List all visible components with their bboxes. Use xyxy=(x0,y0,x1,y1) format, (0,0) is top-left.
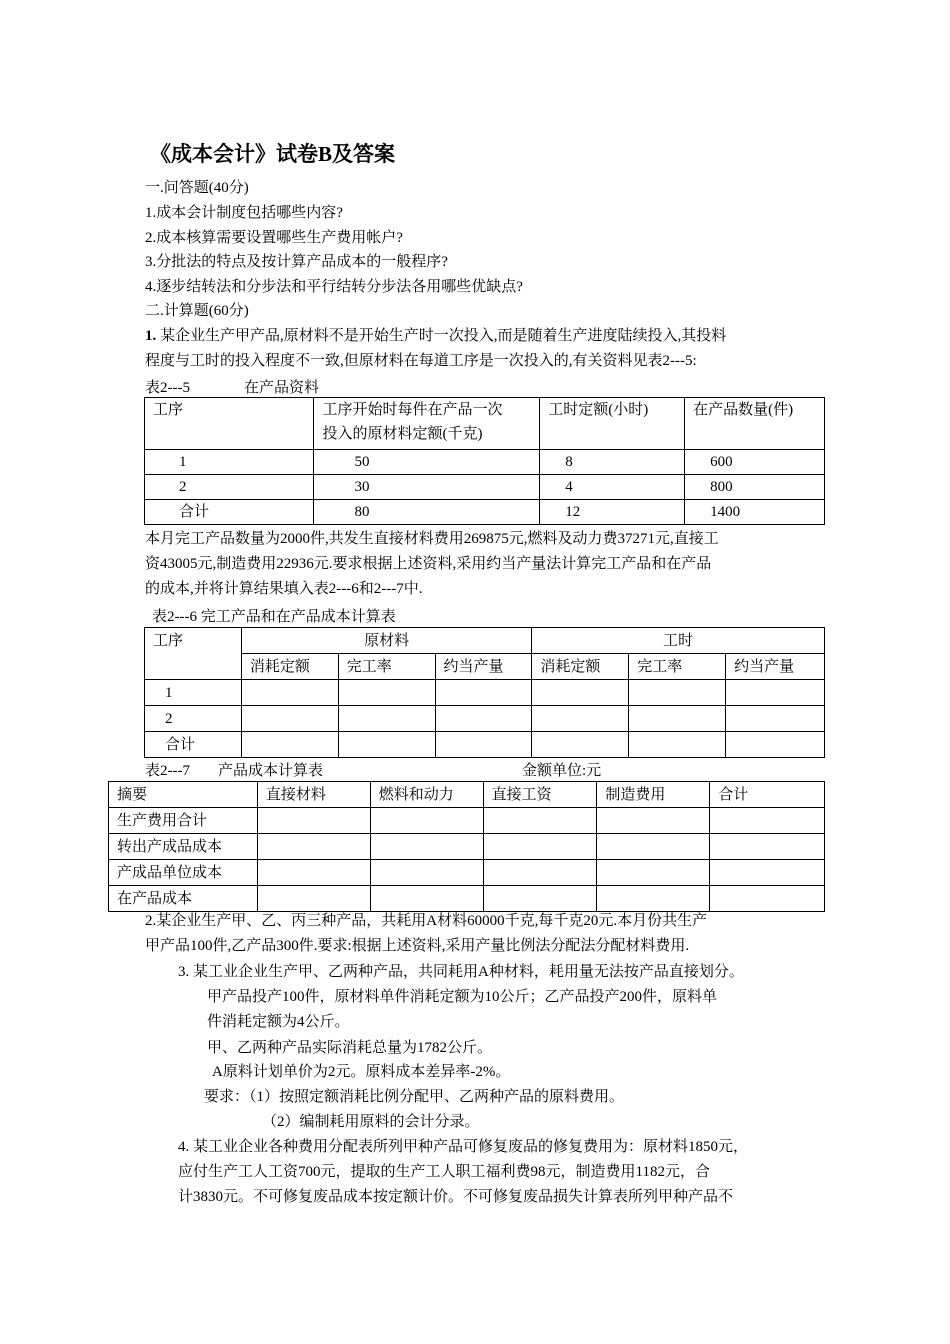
table-2-5-caption-title: 在产品资料 xyxy=(244,380,320,396)
process-cell: 合计 xyxy=(145,732,242,758)
empty-cell xyxy=(710,860,825,886)
empty-cell xyxy=(338,680,435,706)
empty-cell xyxy=(257,834,370,860)
hours-cell: 12 xyxy=(540,500,685,525)
problem-3-line-1: 3. 某工业企业生产甲、乙两种产品，共同耗用A种材料，耗用量无法按产品直接划分。 xyxy=(178,964,744,980)
problem-1-text: 某企业生产甲产品,原材料不是开始生产时一次投入,而是随着生产进度陆续投入,其投料 xyxy=(156,328,727,344)
header-hour-equivalent-units: 约当产量 xyxy=(726,654,825,680)
table-2-6-caption: 表2---6 完工产品和在产品成本计算表 xyxy=(152,609,396,625)
table-2-7-caption-number: 表2---7 xyxy=(145,763,190,779)
table-2-5-caption-number: 表2---5 xyxy=(145,380,190,396)
table-row xyxy=(145,475,825,500)
empty-cell xyxy=(257,860,370,886)
problem-4-line-1: 4. 某工业企业各种费用分配表所列甲种产品可修复废品的修复费用为：原材料1850元， xyxy=(178,1139,749,1155)
empty-cell xyxy=(710,834,825,860)
header-material-equivalent-units: 约当产量 xyxy=(435,654,532,680)
table-2-5 xyxy=(144,397,825,525)
header-hour-completion-rate: 完工率 xyxy=(629,654,726,680)
table-2-7-caption-title: 产品成本计算表 xyxy=(218,763,324,779)
quantity-cell: 600 xyxy=(685,450,825,475)
empty-cell xyxy=(726,732,825,758)
header-direct-wages: 直接工资 xyxy=(483,782,597,808)
table-2-6-sub-header-row xyxy=(145,654,825,680)
question-3: 3.分批法的特点及按计算产品成本的一般程序? xyxy=(145,254,448,270)
header-total: 合计 xyxy=(710,782,825,808)
table-row xyxy=(145,450,825,475)
problem-2-line-2: 甲产品100件,乙产品300件.要求:根据上述资料,采用产量比例法分配法分配材料费用. xyxy=(145,938,690,954)
process-cell: 合计 xyxy=(145,500,314,525)
quantity-cell: 800 xyxy=(685,475,825,500)
header-fuel-power: 燃料和动力 xyxy=(370,782,483,808)
header-material-quota xyxy=(314,398,540,450)
empty-cell xyxy=(532,706,629,732)
section2-heading: 二.计算题(60分) xyxy=(145,303,249,319)
empty-cell xyxy=(597,808,710,834)
empty-cell xyxy=(597,860,710,886)
header-work-hours: 工时 xyxy=(532,628,825,654)
table-2-7 xyxy=(108,781,825,912)
empty-cell xyxy=(483,834,597,860)
problem-1-number: 1. xyxy=(145,328,157,344)
header-material-quota: 消耗定额 xyxy=(241,654,338,680)
empty-cell xyxy=(710,808,825,834)
hours-cell: 4 xyxy=(540,475,685,500)
material-cell: 30 xyxy=(314,475,540,500)
table-2-7-unit: 金额单位:元 xyxy=(522,763,602,779)
empty-cell xyxy=(435,706,532,732)
problem-1-line-1 xyxy=(145,325,726,347)
empty-cell xyxy=(435,732,532,758)
question-2: 2.成本核算需要设置哪些生产费用帐户? xyxy=(145,230,403,246)
problem-1-line-2: 程度与工时的投入程度不一致,但原材料在每道工序是一次投入的,有关资料见表2---5: xyxy=(145,353,697,369)
empty-cell xyxy=(370,808,483,834)
empty-cell xyxy=(597,886,710,912)
page-title: 《成本会计》试卷B及答案 xyxy=(150,142,396,166)
row-label: 产成品单位成本 xyxy=(109,860,258,886)
header-manufacturing-overhead: 制造费用 xyxy=(597,782,710,808)
problem-1-after-line-3: 的成本,并将计算结果填入表2---6和2---7中. xyxy=(145,581,423,597)
empty-cell xyxy=(241,680,338,706)
row-label: 转出产成品成本 xyxy=(109,834,258,860)
process-cell: 2 xyxy=(145,475,314,500)
row-label: 生产费用合计 xyxy=(109,808,258,834)
table-row xyxy=(145,706,825,732)
problem-4-line-2: 应付生产工人工资700元，提取的生产工人职工福利费98元，制造费用1182元，合 xyxy=(178,1164,710,1180)
empty-cell xyxy=(370,860,483,886)
empty-cell xyxy=(629,706,726,732)
problem-2-line-1: 2.某企业生产甲、乙、丙三种产品，共耗用A材料60000千克,每千克20元.本月份共生产 xyxy=(145,913,708,929)
header-raw-material: 原材料 xyxy=(241,628,532,654)
table-row xyxy=(109,886,825,912)
empty-cell xyxy=(257,808,370,834)
empty-cell xyxy=(726,706,825,732)
empty-cell xyxy=(370,886,483,912)
table-2-5-header-row xyxy=(145,398,825,450)
table-row xyxy=(109,808,825,834)
header-summary: 摘要 xyxy=(109,782,258,808)
table-row xyxy=(145,500,825,525)
material-cell: 50 xyxy=(314,450,540,475)
table-row xyxy=(109,860,825,886)
material-cell: 80 xyxy=(314,500,540,525)
empty-cell xyxy=(532,680,629,706)
process-cell: 1 xyxy=(145,680,242,706)
empty-cell xyxy=(257,886,370,912)
quantity-cell: 1400 xyxy=(685,500,825,525)
header-hour-quota: 消耗定额 xyxy=(532,654,629,680)
header-direct-materials: 直接材料 xyxy=(257,782,370,808)
question-4: 4.逐步结转法和分步法和平行结转分步法各用哪些优缺点? xyxy=(145,279,523,295)
empty-cell xyxy=(710,886,825,912)
table-row xyxy=(109,834,825,860)
problem-3-line-4: 甲、乙两种产品实际消耗总量为1782公斤。 xyxy=(207,1040,493,1056)
empty-cell xyxy=(338,732,435,758)
header-wip-quantity: 在产品数量(件) xyxy=(685,398,825,450)
problem-3-line-2: 甲产品投产100件，原材料单件消耗定额为10公斤；乙产品投产200件，原料单 xyxy=(207,989,718,1005)
header-material-completion-rate: 完工率 xyxy=(338,654,435,680)
empty-cell xyxy=(629,680,726,706)
table-2-7-header-row xyxy=(109,782,825,808)
empty-cell xyxy=(532,732,629,758)
header-hour-quota: 工时定额(小时) xyxy=(540,398,685,450)
problem-1-after-line-1: 本月完工产品数量为2000件,共发生直接材料费用269875元,燃料及动力费37271元,直接工 xyxy=(145,531,719,547)
table-2-6 xyxy=(144,627,825,758)
empty-cell xyxy=(435,680,532,706)
empty-cell xyxy=(241,706,338,732)
hours-cell: 8 xyxy=(540,450,685,475)
header-material-quota-line-2: 投入的原材料定额(千克) xyxy=(322,426,483,442)
problem-3-line-5: A原料计划单价为2元。原料成本差异率-2%。 xyxy=(212,1064,511,1080)
empty-cell xyxy=(483,860,597,886)
problem-1-after-line-2: 资43005元,制造费用22936元.要求根据上述资料,采用约当产量法计算完工产品和在产品 xyxy=(145,556,712,572)
empty-cell xyxy=(338,706,435,732)
empty-cell xyxy=(726,680,825,706)
empty-cell xyxy=(370,834,483,860)
table-2-6-group-row xyxy=(145,628,825,654)
empty-cell xyxy=(483,808,597,834)
header-process: 工序 xyxy=(145,398,314,450)
empty-cell xyxy=(483,886,597,912)
problem-4-line-3: 计3830元。不可修复废品成本按定额计价。不可修复废品损失计算表所列甲种产品不 xyxy=(178,1189,734,1205)
row-label: 在产品成本 xyxy=(109,886,258,912)
problem-3-line-7: （2）编制耗用原料的会计分录。 xyxy=(262,1114,480,1130)
problem-3-line-3: 件消耗定额为4公斤。 xyxy=(207,1014,350,1030)
empty-cell xyxy=(597,834,710,860)
process-cell: 1 xyxy=(145,450,314,475)
question-1: 1.成本会计制度包括哪些内容? xyxy=(145,205,343,221)
table-row xyxy=(145,680,825,706)
header-process: 工序 xyxy=(145,628,242,680)
empty-cell xyxy=(241,732,338,758)
problem-3-line-6: 要求：（1）按照定额消耗比例分配甲、乙两种产品的原料费用。 xyxy=(204,1089,625,1105)
section1-heading: 一.问答题(40分) xyxy=(145,180,249,196)
table-row xyxy=(145,732,825,758)
process-cell: 2 xyxy=(145,706,242,732)
empty-cell xyxy=(629,732,726,758)
header-material-quota-line-1: 工序开始时每件在产品一次 xyxy=(322,402,503,418)
